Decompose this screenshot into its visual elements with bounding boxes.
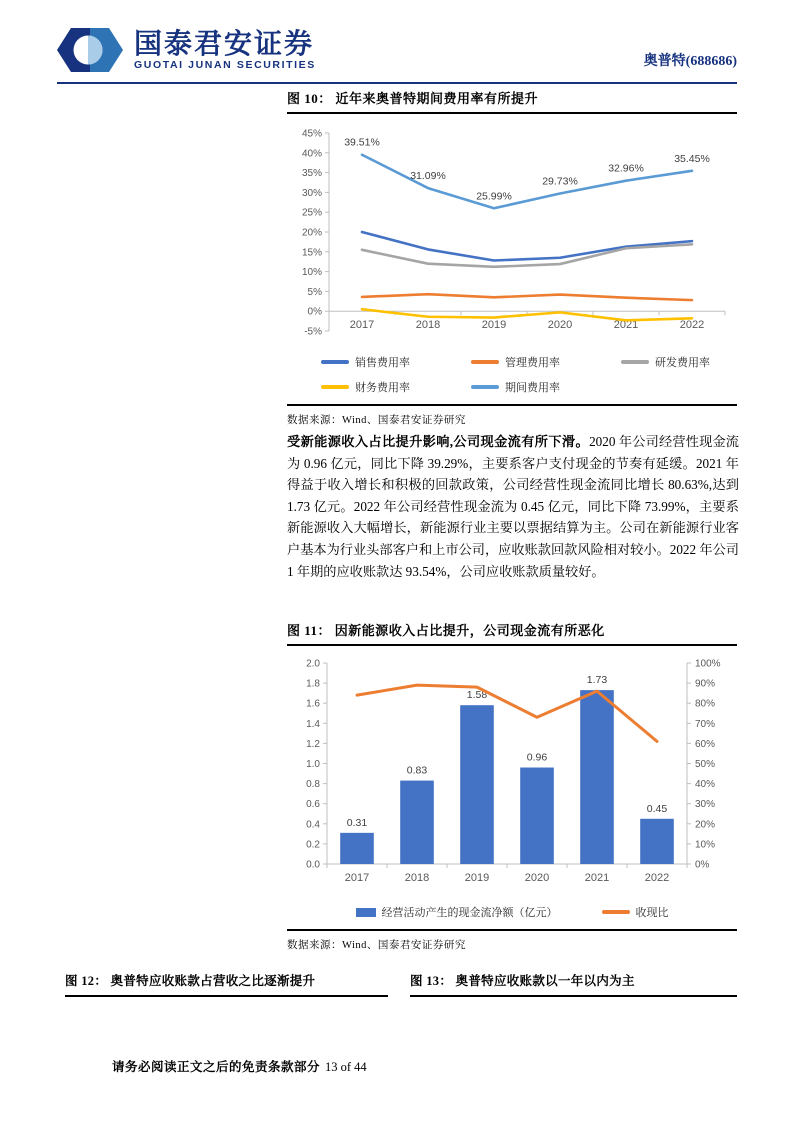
brand-name-en: GUOTAI JUNAN SECURITIES <box>134 59 316 72</box>
legend-line-swatch <box>471 385 499 389</box>
svg-text:2017: 2017 <box>349 319 375 332</box>
page-footer <box>112 1057 367 1075</box>
figure-11-title: 图 11： 因新能源收入占比提升，公司现金流有所恶化 <box>287 620 737 646</box>
svg-text:2021: 2021 <box>584 872 610 884</box>
legend-line-swatch <box>621 360 649 364</box>
svg-text:0.96: 0.96 <box>526 751 548 764</box>
svg-text:50%: 50% <box>695 759 716 770</box>
svg-text:0.4: 0.4 <box>306 819 320 831</box>
svg-text:15%: 15% <box>301 247 322 259</box>
body-paragraph <box>287 431 739 582</box>
legend-item-销售费用率 <box>321 354 471 370</box>
legend-item-管理费用率 <box>471 354 621 370</box>
svg-text:31.09%: 31.09% <box>410 170 446 183</box>
svg-text:25.99%: 25.99% <box>476 190 512 203</box>
svg-text:20%: 20% <box>695 819 716 831</box>
svg-text:0.45: 0.45 <box>646 802 668 815</box>
figure-10-source: 数据来源：Wind、国泰君安证券研究 <box>287 415 466 426</box>
footer-disclaimer: 请务必阅读正文之后的免责条款部分 <box>112 1060 321 1074</box>
svg-text:0.31: 0.31 <box>346 816 368 829</box>
legend-item-财务费用率 <box>321 379 471 395</box>
legend-line-swatch <box>602 910 630 914</box>
svg-text:32.96%: 32.96% <box>608 162 644 175</box>
svg-text:0.6: 0.6 <box>306 799 320 811</box>
svg-text:1.58: 1.58 <box>466 689 488 702</box>
footer-page-number: 13 of 44 <box>325 1060 367 1074</box>
svg-text:1.8: 1.8 <box>306 678 320 690</box>
brand-logo <box>57 26 316 74</box>
figure-13-title: 图 13： 奥普特应收账款以一年以内为主 <box>410 971 737 997</box>
svg-text:1.73: 1.73 <box>586 674 608 687</box>
brand-name-cn: 国泰君安证券 <box>134 27 315 59</box>
cashflow-combo-chart <box>287 649 737 897</box>
brand-logo-icon <box>57 26 123 74</box>
legend-line-swatch <box>321 385 349 389</box>
svg-text:1.6: 1.6 <box>306 698 320 710</box>
svg-text:0.83: 0.83 <box>406 764 428 777</box>
svg-text:90%: 90% <box>695 678 716 690</box>
legend-line-swatch <box>321 360 349 364</box>
svg-text:2022: 2022 <box>644 872 670 884</box>
legend-label: 销售费用率 <box>355 357 410 369</box>
svg-text:80%: 80% <box>695 698 716 710</box>
header-divider <box>57 82 737 84</box>
svg-text:2021: 2021 <box>613 319 639 332</box>
svg-text:30%: 30% <box>695 799 716 811</box>
svg-text:39.51%: 39.51% <box>344 136 380 149</box>
svg-text:40%: 40% <box>695 779 716 791</box>
svg-text:-5%: -5% <box>304 326 322 338</box>
svg-text:2020: 2020 <box>547 319 573 332</box>
svg-text:0.2: 0.2 <box>306 839 320 851</box>
legend-label: 研发费用率 <box>655 357 710 369</box>
svg-text:5%: 5% <box>307 286 322 298</box>
legend-item-经营活动产生的现金流净额（亿元） <box>356 904 558 920</box>
legend-label: 财务费用率 <box>355 382 410 394</box>
figure-10 <box>287 88 737 427</box>
svg-text:70%: 70% <box>695 718 716 730</box>
svg-text:45%: 45% <box>301 128 322 140</box>
fee-ratio-legend <box>321 354 737 395</box>
svg-text:0.8: 0.8 <box>306 779 320 791</box>
svg-text:2022: 2022 <box>679 319 705 332</box>
figure-10-title: 图 10： 近年来奥普特期间费用率有所提升 <box>287 88 737 114</box>
svg-text:2017: 2017 <box>344 872 370 884</box>
legend-line-swatch <box>471 360 499 364</box>
legend-bar-swatch <box>356 908 376 917</box>
svg-text:40%: 40% <box>301 148 322 160</box>
svg-text:100%: 100% <box>695 658 721 670</box>
svg-text:29.73%: 29.73% <box>542 175 578 188</box>
svg-text:2.0: 2.0 <box>306 658 320 670</box>
svg-text:35%: 35% <box>301 168 322 180</box>
svg-text:30%: 30% <box>301 187 322 199</box>
cashflow-legend <box>287 904 737 920</box>
svg-text:0%: 0% <box>307 306 322 318</box>
legend-item-期间费用率 <box>471 379 621 395</box>
figure-11-source: 数据来源：Wind、国泰君安证券研究 <box>287 940 466 951</box>
svg-text:10%: 10% <box>301 267 322 279</box>
legend-label: 收现比 <box>635 907 669 919</box>
svg-text:2018: 2018 <box>404 872 430 884</box>
svg-text:2020: 2020 <box>524 872 550 884</box>
stock-label: 奥普特(688686) <box>643 54 737 69</box>
paragraph-lead: 受新能源收入占比提升影响,公司现金流有所下滑。 <box>287 434 590 449</box>
svg-text:10%: 10% <box>695 839 716 851</box>
svg-text:1.4: 1.4 <box>306 718 320 730</box>
svg-text:2019: 2019 <box>464 872 490 884</box>
legend-label: 管理费用率 <box>505 357 560 369</box>
paragraph-rest: 2020 年公司经营性现金流为 0.96 亿元，同比下降 39.29%，主要系客户支付现金的节奏有延缓。2021 年得益于收入增长和积极的回款政策，公司经营性现金流同比增长 80.63%,达到 1.73 亿元。2022 年公司经营性现金流为 0.45 亿元，同比下降 73.99%，主要系新能源收入大幅增长，新能源行业主要以票据结算为主。公司在新能源行业客户基本为行业头部客户和上市公司，应收账款回款风险相对较小。2022 年公司 1 年期的应收账款达 93.54%，公司应收账款质量较好。 <box>287 434 739 579</box>
figure-10-source-divider <box>287 404 737 406</box>
svg-text:60%: 60% <box>695 738 716 750</box>
brand-text <box>134 29 316 71</box>
svg-text:20%: 20% <box>301 227 322 239</box>
figure-12-title: 图 12： 奥普特应收账款占营收之比逐渐提升 <box>65 971 388 997</box>
svg-text:0.0: 0.0 <box>306 859 320 871</box>
svg-text:2018: 2018 <box>415 319 441 332</box>
svg-text:35.45%: 35.45% <box>674 152 710 165</box>
legend-item-研发费用率 <box>621 354 771 370</box>
svg-text:25%: 25% <box>301 207 322 219</box>
figure-11 <box>287 620 737 952</box>
svg-text:1.2: 1.2 <box>306 738 320 750</box>
legend-label: 期间费用率 <box>505 382 560 394</box>
legend-item-收现比 <box>602 904 669 920</box>
figure-11-source-divider <box>287 929 737 931</box>
legend-label: 经营活动产生的现金流净额（亿元） <box>381 907 558 919</box>
fee-ratio-line-chart <box>287 117 737 345</box>
svg-text:1.0: 1.0 <box>306 759 320 770</box>
svg-text:2019: 2019 <box>481 319 507 332</box>
svg-text:0%: 0% <box>695 859 710 871</box>
